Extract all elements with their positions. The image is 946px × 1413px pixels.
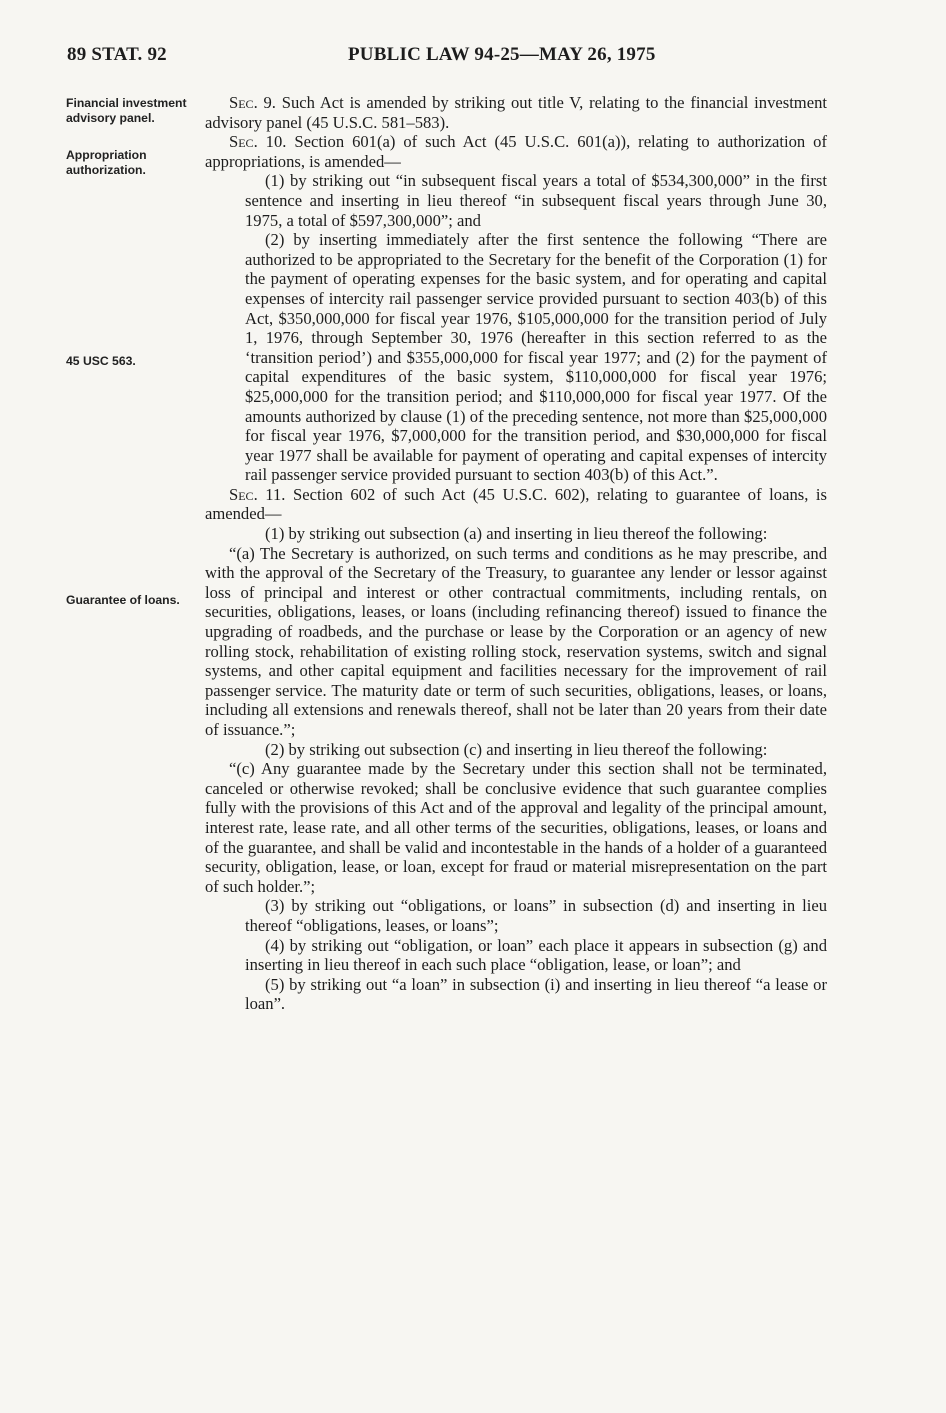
section-text: Section 601(a) of such Act (45 U.S.C. 601(a)), relating to authorization of appropriations, is amended— xyxy=(205,132,827,171)
margin-note-appropriation: Appropriation authorization. xyxy=(66,148,147,177)
section-9 xyxy=(205,93,827,132)
section-11 xyxy=(205,485,827,524)
clause-11-4: (4) by striking out “obligation, or loan” each place it appears in subsection (g) and inserting in lieu thereof in each such place “obligation, lease, or loan”; and xyxy=(245,935,827,975)
margin-note-guarantee: Guarantee of loans. xyxy=(66,593,180,607)
section-10 xyxy=(205,132,827,171)
section-label: Sec. 10. xyxy=(229,132,287,152)
document-body xyxy=(205,93,827,1014)
quoted-subsection-c: “(c) Any guarantee made by the Secretary under this section shall not be terminated, canceled or otherwise revoked; shall be conclusive evidence that such guarantee complies fully with the provisions of this Act and of the approval and legality of the principal amount, interest rate, lease rate, and all other terms of the securities, obligations, leases, or loans and of the guarantee, and shall be valid and incontestable in the hands of a holder of a guaranteed security, obligation, lease, or loan, except for fraud or material misrepresentation on the part of such holder.”; xyxy=(205,759,827,896)
clause-10-1: (1) by striking out “in subsequent fiscal years a total of $534,300,000” in the first sentence and inserting in lieu thereof “in subsequent fiscal years through June 30, 1975, a total of $597,300,000”; and xyxy=(245,171,827,230)
page-title: PUBLIC LAW 94-25—MAY 26, 1975 xyxy=(348,44,656,65)
quoted-subsection-a: “(a) The Secretary is authorized, on such terms and conditions as he may prescribe, and with the approval of the Secretary of the Treasury, to guarantee any lender or lessor against loss of principal and interest or other contractual commitments, including rentals, on securities, obligations, leases, or loans (including refinancing thereof) issued to finance the upgrading of roadbeds, and the purchase or lease by the Corporation or an agency of new rolling stock, rehabilitation of existing rolling stock, reservation systems, switch and signal systems, and other capital equipment and facilities necessary for the improvement of rail passenger service. The maturity date or term of such securities, obligations, leases, or loans, including all extensions and renewals thereof, shall not be later than 20 years from their date of issuance.”; xyxy=(205,543,827,739)
section-label: Sec. 9. xyxy=(229,93,276,112)
clause-11-5: (5) by striking out “a loan” in subsection (i) and inserting in lieu thereof “a lease or loan”. xyxy=(245,974,827,1014)
section-label: Sec. 11. xyxy=(229,484,286,504)
clause-11-2: (2) by striking out subsection (c) and inserting in lieu thereof the following: xyxy=(265,739,768,759)
section-text: Section 602 of such Act (45 U.S.C. 602), relating to guarantee of loans, is amended— xyxy=(205,484,827,524)
clause-11-1: (1) by striking out subsection (a) and inserting in lieu thereof the following: xyxy=(265,524,768,544)
statute-page-number: 89 STAT. 92 xyxy=(67,44,167,65)
clause-10-2: (2) by inserting immediately after the first sentence the following “There are authorized to be appropriated to the Secretary for the benefit of the Corporation (1) for the payment of operating expenses for the basic system, and for operating and capital expenses of intercity rail passenger service provided pursuant to section 403(b) of this Act, $350,000,000 for fiscal year 1976, $105,000,000 for the transition period of July 1, 1976, through September 30, 1976 (hereafter in this section referred to as the ‘transition period’) and $355,000,000 for fiscal year 1977; and (2) for the payment of capital expenditures of the basic system, $110,000,000 for fiscal year 1976; $25,000,000 for the transition period; and $110,000,000 for fiscal year 1977. Of the amounts authorized by clause (1) of the preceding sentence, not more than $25,000,000 for fiscal year 1976, $7,000,000 for the transition period, and $30,000,000 for fiscal year 1977 shall be available for payment of operating and capital expenses of intercity rail passenger service provided pursuant to section 403(b) of this Act.”. xyxy=(245,230,827,485)
margin-note-advisory-panel: Financial investment advisory panel. xyxy=(66,96,187,125)
margin-note-usc-citation: 45 USC 563. xyxy=(66,354,136,368)
clause-11-3: (3) by striking out “obligations, or loans” in subsection (d) and inserting in lieu thereof “obligations, leases, or loans”; xyxy=(245,896,827,935)
section-text: Such Act is amended by striking out title V, relating to the financial investment advisory panel (45 U.S.C. 581–583). xyxy=(205,93,827,132)
